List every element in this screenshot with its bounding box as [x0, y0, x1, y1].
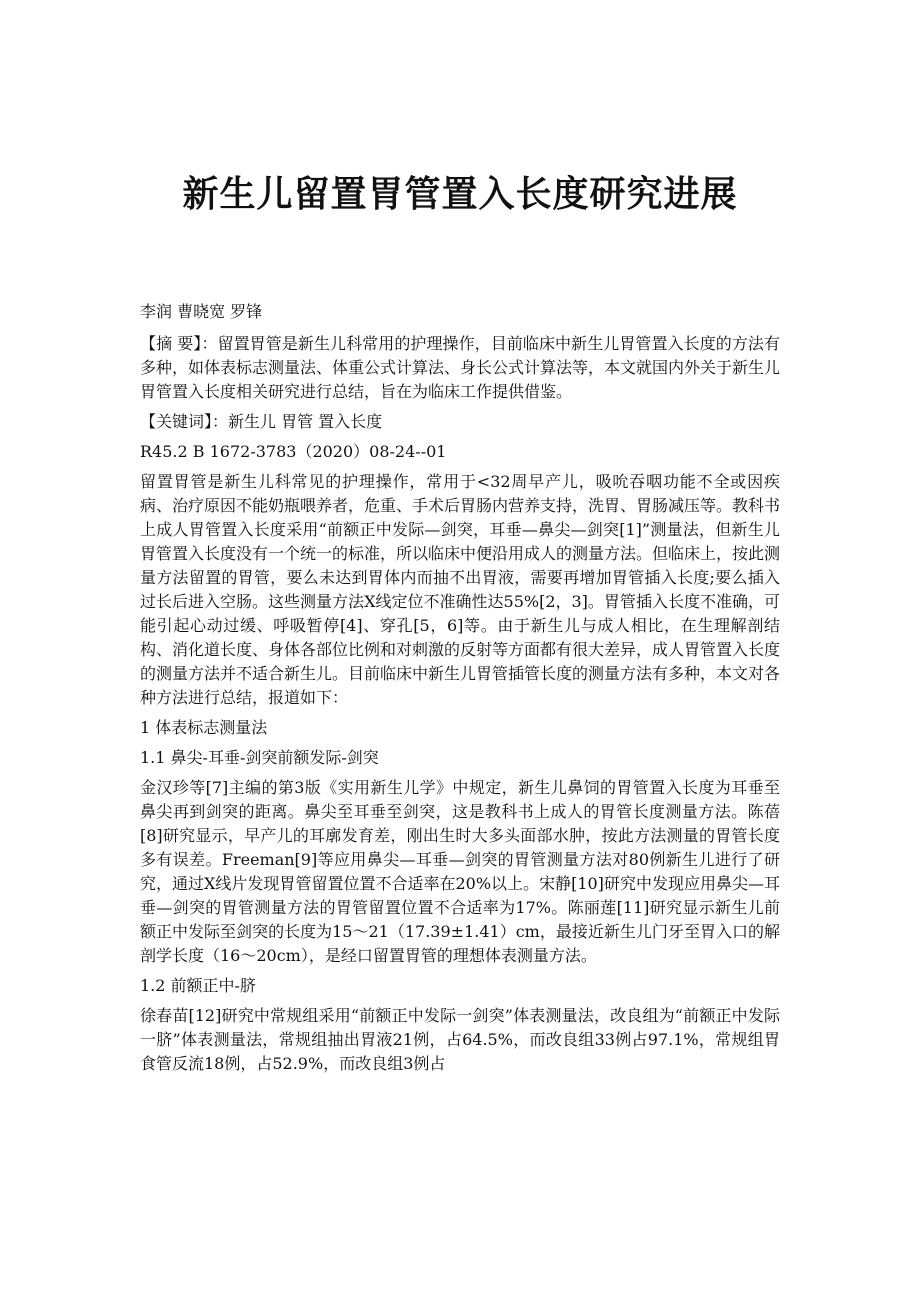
abstract: 【摘 要】：留置胃管是新生儿科常用的护理操作，目前临床中新生儿胃管置入长度的方法有多种，如体表标志测量法、体重公式计算法、身长公式计算法等，本文就国内外关于新生儿胃管置入长度相关研究进行总结，旨在为临床工作提供借鉴。: [140, 334, 781, 401]
paragraph-1-1: 金汉珍等[7]主编的第3版《实用新生儿学》中规定，新生儿鼻饲的胃管置入长度为耳垂至鼻尖再到剑突的距离。鼻尖至耳垂至剑突，这是教科书上成人的胃管长度测量方法。陈蓓[8]研究显示，早产儿的耳廓发育差，刚出生时大多头面部水肿，按此方法测量的胃管长度多有误差。Freeman[9]等应用鼻尖—耳垂—剑突的胃管测量方法对80例新生儿进行了研究，通过X线片发现胃管留置位置不合适率在20%以上。宋静[10]研究中发现应用鼻尖—耳垂—剑突的胃管测量方法的胃管留置位置不合适率为17%。陈丽莲[11]研究显示新生儿前额正中发际至剑突的长度为15～21（17.39±1.41）cm，最接近新生儿门牙至胃入口的解剖学长度（16～20cm），是经口留置胃管的理想体表测量方法。: [140, 778, 780, 965]
intro-paragraph: 留置胃管是新生儿科常见的护理操作，常用于<32周早产儿，吸吮吞咽功能不全或因疾病、治疗原因不能奶瓶喂养者，危重、手术后胃肠内营养支持，洗胃、胃肠减压等。教科书上成人胃管置入长度采用“前额正中发际—剑突，耳垂—鼻尖—剑突[1]”测量法，但新生儿胃管置入长度没有一个统一的标准，所以临床中便沿用成人的测量方法。但临床上，按此测量方法留置的胃管，要么未达到胃体内而抽不出胃液，需要再增加胃管插入长度;要么插入过长后进入空肠。这些测量方法X线定位不准确性达55%[2，3]。胃管插入长度不准确，可能引起心动过缓、呼吸暂停[4]、穿孔[5，6]等。由于新生儿与成人相比，在生理解剖结构、消化道长度、身体各部位比例和对刺激的反射等方面都有很大差异，成人胃管置入长度的测量方法并不适合新生儿。目前临床中新生儿胃管插管长度的测量方法有多种，本文对各种方法进行总结，报道如下：: [140, 472, 781, 707]
paper-body: [140, 300, 780, 1082]
section-heading-1: 1 体表标志测量法: [140, 718, 268, 737]
authors: 李润 曹晓宽 罗锋: [140, 302, 263, 321]
paper-title: 新生儿留置胃管置入长度研究进展: [182, 173, 738, 215]
section-heading-1-2: 1.2 前额正中-脐: [140, 976, 256, 995]
classification-code: R45.2 B 1672-3783（2020）08-24--01: [140, 442, 447, 461]
section-heading-1-1: 1.1 鼻尖-耳垂-剑突前额发际-剑突: [140, 748, 379, 767]
paragraph-1-2: 徐春苗[12]研究中常规组采用“前额正中发际一剑突”体表测量法，改良组为“前额正中发际一脐”体表测量法，常规组抽出胃液21例，占64.5%，而改良组33例占97.1%，常规组胃食管反流18例，占52.9%，而改良组3例占: [140, 1006, 780, 1073]
keywords: 【关键词】：新生儿 胃管 置入长度: [140, 412, 383, 431]
